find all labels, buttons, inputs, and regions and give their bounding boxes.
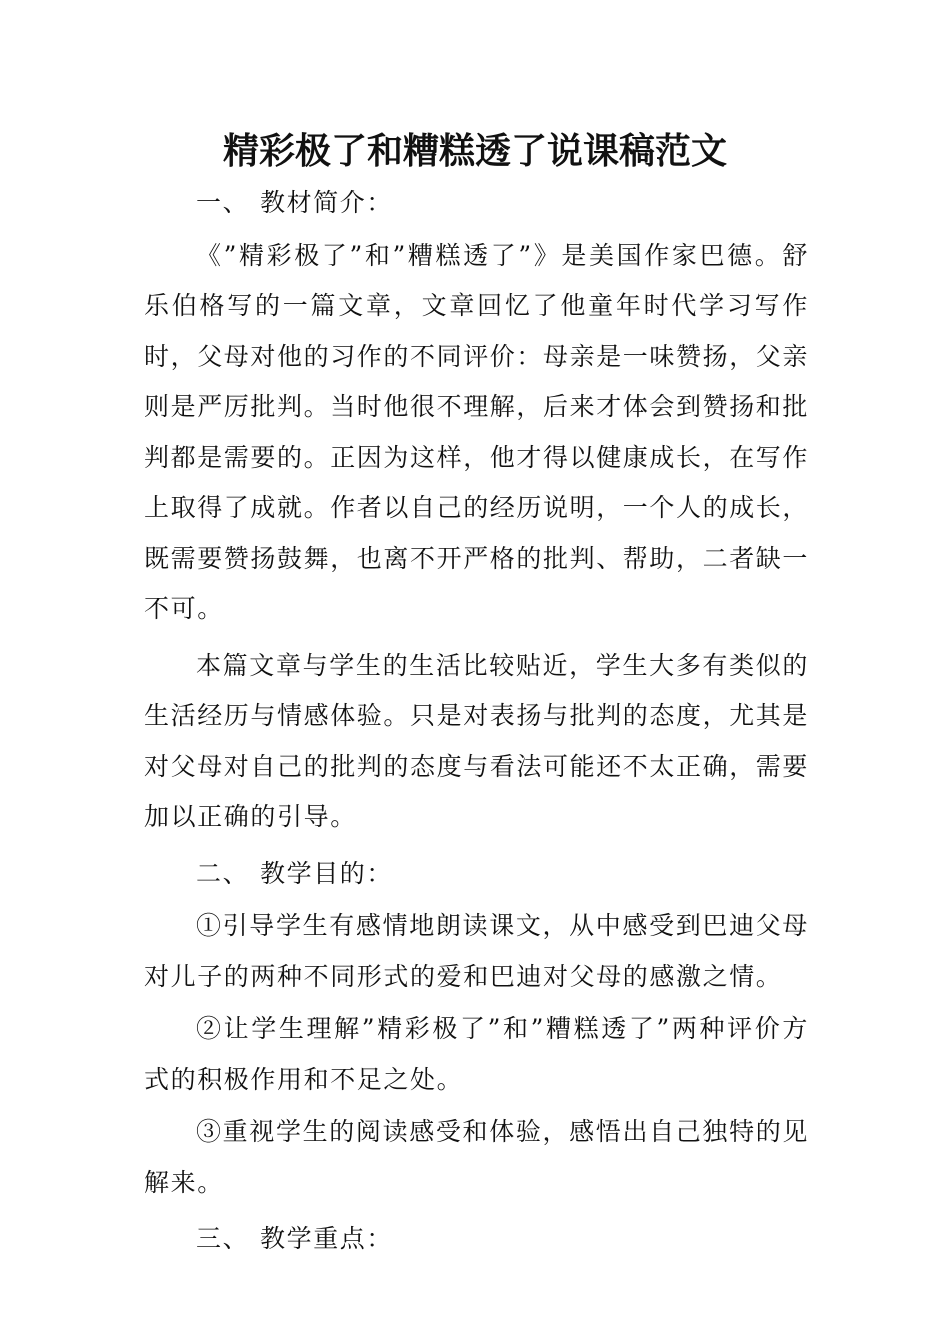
paragraph-relevance: 本篇文章与学生的生活比较贴近，学生大多有类似的生活经历与情感体验。只是对表扬与批判的态度，尤其是对父母对自己的批判的态度与看法可能还不太正确，需要加以正确的引导。: [144, 650, 810, 831]
goal-item-2: ②让学生理解”精彩极了”和”糟糕透了”两种评价方式的积极作用和不足之处。: [144, 1014, 809, 1094]
goal-item-3: ③重视学生的阅读感受和体验，感悟出自己独特的见解来。: [144, 1117, 809, 1197]
section-number: 二、: [196, 858, 250, 888]
section-title: 教材简介：: [260, 188, 394, 217]
section-heading-3: [144, 1214, 809, 1265]
section-number: 三、: [196, 1224, 250, 1253]
document-body: [144, 178, 809, 1265]
goal-item-1: ①引导学生有感情地朗读课文，从中感受到巴迪父母对儿子的两种不同形式的爱和巴迪对父母的感激之情。: [144, 911, 809, 991]
section-heading-2: [144, 849, 809, 900]
section-heading-1: [144, 178, 809, 229]
paragraph-intro: 《”精彩极了”和”糟糕透了”》是美国作家巴德。舒乐伯格写的一篇文章，文章回忆了他童年时代学习写作时，父母对他的习作的不同评价：母亲是一味赞扬，父亲则是严厉批判。当时他很不理解，后来才体会到赞扬和批判都是需要的。正因为这样，他才得以健康成长，在写作上取得了成就。作者以自己的经历说明，一个人的成长，既需要赞扬鼓舞，也离不开严格的批判、帮助，二者缺一不可。: [144, 240, 810, 623]
document-title: 精彩极了和糟糕透了说课稿范文: [222, 131, 727, 172]
section-number: 一、: [196, 188, 250, 217]
section-title: 教学目的：: [260, 858, 394, 888]
section-title: 教学重点：: [260, 1224, 394, 1253]
